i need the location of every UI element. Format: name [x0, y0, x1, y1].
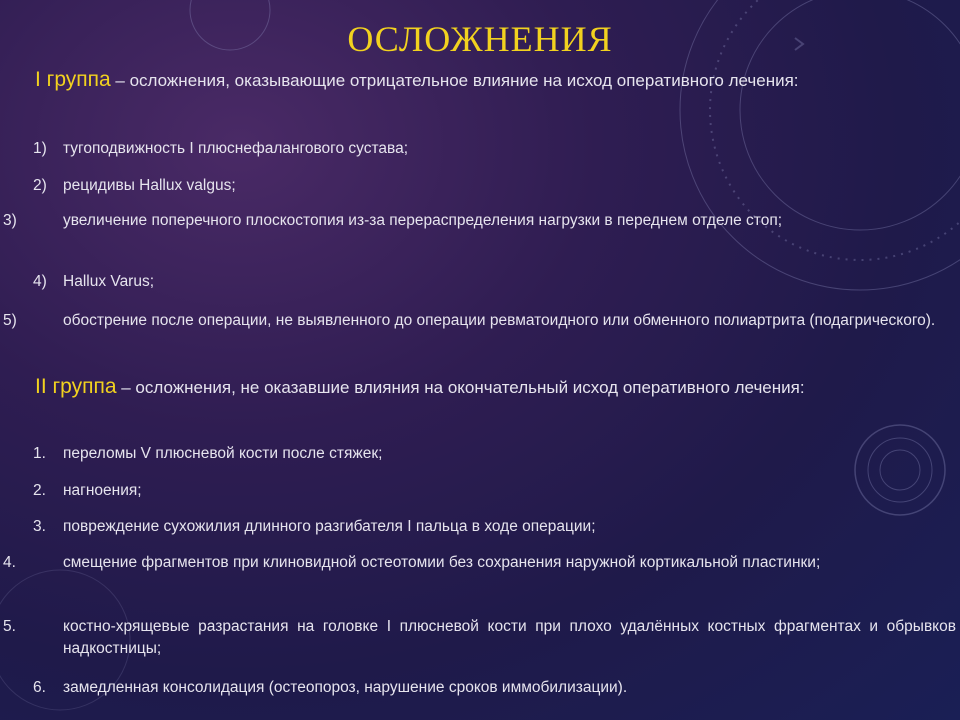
group2-description: – осложнения, не оказавшие влияния на окончательный исход оперативного лечения: — [116, 378, 805, 397]
item-text: смещение фрагментов при клиновидной остеотомии без сохранения наружной кортикальной пластинки; — [63, 554, 821, 571]
group1-description: – осложнения, оказывающие отрицательное влияние на исход оперативного лечения: — [110, 71, 799, 90]
slide-title: ОСЛОЖНЕНИЯ — [347, 19, 613, 59]
item-text: увеличение поперечного плоскостопия из-за перераспределения нагрузки в переднем отделе стоп; — [63, 212, 783, 229]
item-text: повреждение сухожилия длинного разгибателя I пальца в ходе операции; — [63, 518, 596, 535]
item-number: 4) — [33, 273, 47, 290]
group2-item-1 — [33, 443, 926, 465]
group1-heading — [35, 68, 925, 93]
item-number: 1. — [33, 445, 46, 462]
item-number: 6. — [33, 679, 46, 696]
item-text: рецидивы Hallux valgus; — [63, 177, 236, 194]
item-number: 4. — [3, 554, 16, 571]
group1-item-2 — [33, 175, 926, 197]
item-text: костно-хрящевые разрастания на головке I плюсневой кости при плохо удалённых костных фрагментах и обрывков надкостницы; — [63, 618, 956, 657]
group2-item-5 — [3, 616, 956, 660]
item-text: замедленная консолидация (остеопороз, нарушение сроков иммобилизации). — [63, 679, 628, 696]
group1-item-1 — [33, 138, 926, 160]
group1-item-5 — [3, 310, 956, 332]
item-text: тугоподвижность I плюснефалангового сустава; — [63, 140, 409, 157]
group2-item-6 — [33, 677, 926, 699]
group2-item-4 — [3, 552, 956, 574]
item-number: 1) — [33, 140, 47, 157]
item-number: 3. — [33, 518, 46, 535]
group1-item-4 — [33, 271, 926, 293]
item-number: 2. — [33, 482, 46, 499]
group2-heading — [35, 375, 925, 400]
group1-label: I группа — [35, 68, 111, 91]
item-text: обострение после операции, не выявленного до операции ревматоидного или обменного полиартрита (подагрического). — [63, 312, 936, 329]
group2-item-3 — [33, 516, 926, 538]
item-text: нагноения; — [63, 482, 142, 499]
item-text: переломы V плюсневой кости после стяжек; — [63, 445, 383, 462]
item-number: 2) — [33, 177, 47, 194]
item-text: Hallux Varus; — [63, 273, 155, 290]
group2-item-2 — [33, 480, 926, 502]
group1-item-3 — [3, 210, 956, 232]
group2-label: II группа — [35, 375, 117, 398]
item-number: 5. — [3, 618, 16, 635]
item-number: 5) — [3, 312, 17, 329]
item-number: 3) — [3, 212, 17, 229]
